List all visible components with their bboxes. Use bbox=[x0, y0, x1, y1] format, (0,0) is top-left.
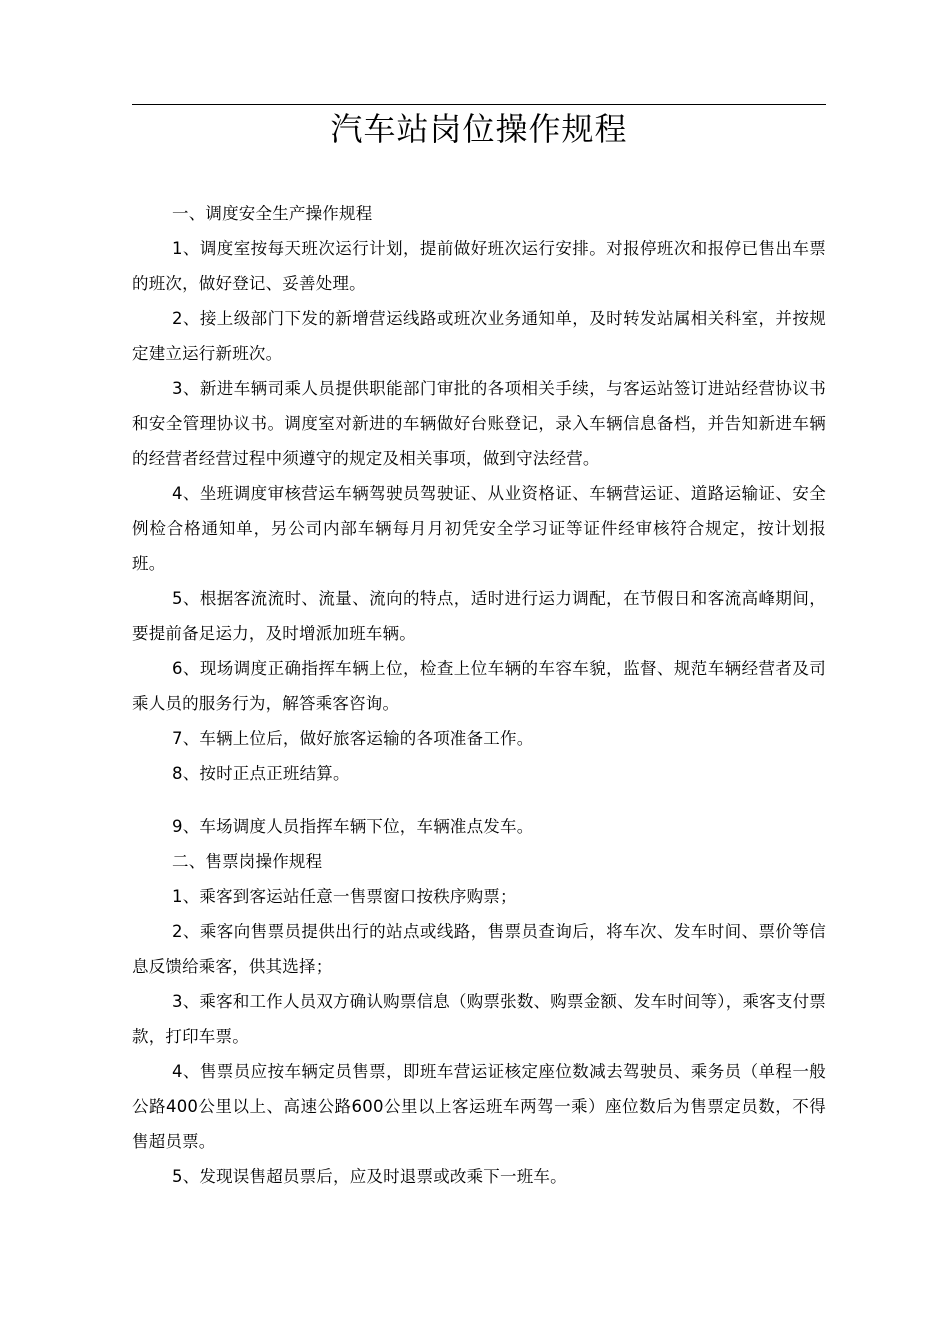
paragraph: 6、现场调度正确指挥车辆上位，检查上位车辆的车容车貌，监督、规范车辆经营者及司乘人员的服务行为，解答乘客咨询。 bbox=[132, 659, 826, 713]
section-heading-dispatch: 一、调度安全生产操作规程 bbox=[172, 204, 373, 223]
paragraph: 5、根据客流流时、流量、流向的特点，适时进行运力调配，在节假日和客流高峰期间，要提前备足运力，及时增派加班车辆。 bbox=[132, 589, 826, 643]
paragraph: 2、乘客向售票员提供出行的站点或线路，售票员查询后，将车次、发车时间、票价等信息反馈给乘客，供其选择； bbox=[132, 922, 826, 976]
paragraph: 8、按时正点正班结算。 bbox=[172, 764, 350, 783]
paragraph: 4、售票员应按车辆定员售票，即班车营运证核定座位数减去驾驶员、乘务员（单程一般公路400公里以上、高速公路600公里以上客运班车两驾一乘）座位数后为售票定员数，不得售超员票。 bbox=[132, 1062, 826, 1151]
paragraph: 3、乘客和工作人员双方确认购票信息（购票张数、购票金额、发车时间等），乘客支付票款，打印车票。 bbox=[132, 992, 826, 1046]
document-title: 汽车站岗位操作规程 bbox=[330, 110, 628, 148]
paragraph: 5、发现误售超员票后，应及时退票或改乘下一班车。 bbox=[172, 1167, 567, 1186]
paragraph: 7、车辆上位后，做好旅客运输的各项准备工作。 bbox=[172, 729, 534, 748]
paragraph: 2、接上级部门下发的新增营运线路或班次业务通知单，及时转发站属相关科室，并按规定建立运行新班次。 bbox=[132, 309, 826, 363]
section-heading-ticketing: 二、售票岗操作规程 bbox=[172, 852, 323, 871]
paragraph: 1、调度室按每天班次运行计划，提前做好班次运行安排。对报停班次和报停已售出车票的班次，做好登记、妥善处理。 bbox=[132, 239, 826, 293]
document-body bbox=[132, 196, 826, 1194]
paragraph: 1、乘客到客运站任意一售票窗口按秩序购票； bbox=[172, 887, 517, 906]
paragraph: 3、新进车辆司乘人员提供职能部门审批的各项相关手续，与客运站签订进站经营协议书和安全管理协议书。调度室对新进的车辆做好台账登记，录入车辆信息备档，并告知新进车辆的经营者经营过程中须遵守的规定及相关事项，做到守法经营。 bbox=[132, 379, 826, 468]
header-rule bbox=[132, 104, 826, 105]
paragraph: 4、坐班调度审核营运车辆驾驶员驾驶证、从业资格证、车辆营运证、道路运输证、安全例检合格通知单，另公司内部车辆每月月初凭安全学习证等证件经审核符合规定，按计划报班。 bbox=[132, 484, 826, 573]
paragraph: 9、车场调度人员指挥车辆下位，车辆准点发车。 bbox=[172, 817, 534, 836]
